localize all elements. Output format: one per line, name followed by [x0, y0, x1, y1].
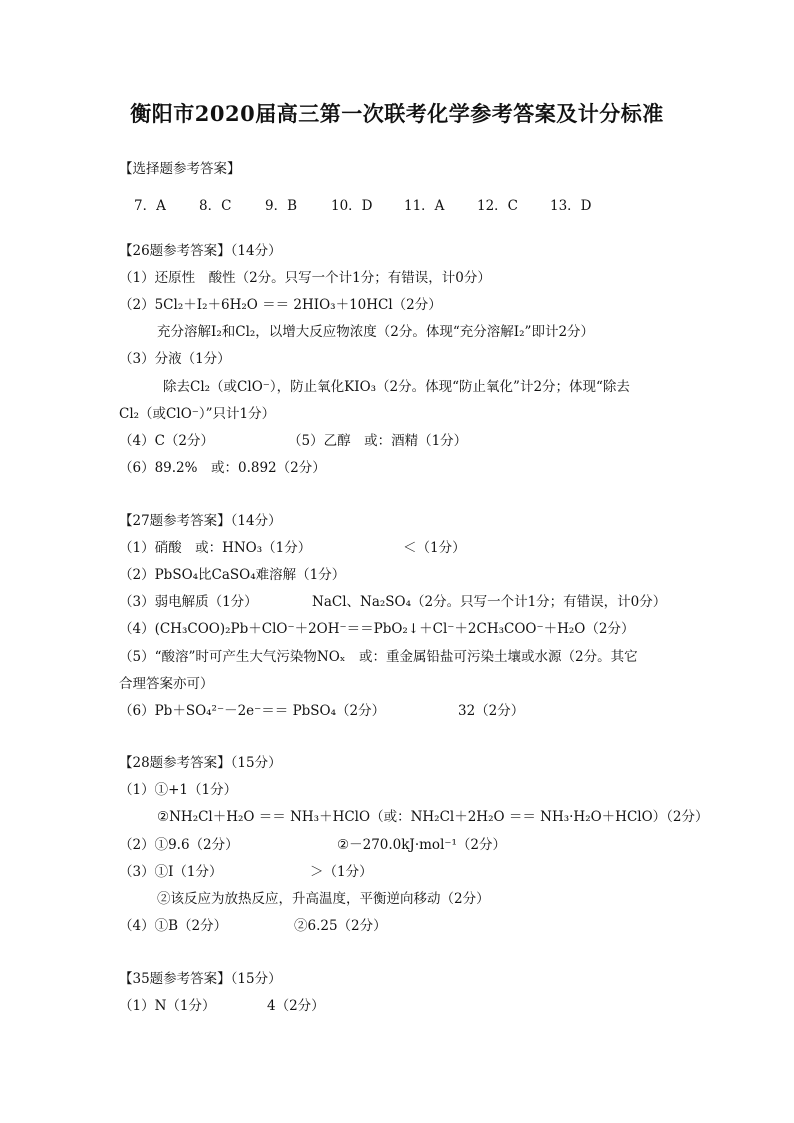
q26-line: （3）分液（1分） — [119, 351, 231, 367]
q27-line: （4）(CH₃COO)₂Pb＋ClO⁻＋2OH⁻＝＝PbO₂↓＋Cl⁻＋2CH₃COO⁻＋H₂O（2分） — [119, 621, 635, 637]
choice-answer: 7．A — [134, 198, 166, 214]
choice-answer: 10．D — [331, 198, 373, 214]
choice-answer: 9．B — [265, 198, 298, 214]
q26-header: 【26题参考答案】（14分） — [119, 243, 282, 259]
q26-line: （2）5Cl₂＋I₂＋6H₂O ＝＝ 2HIO₃＋10HCl（2分） — [119, 297, 442, 313]
q28-line: ＞（1分） — [310, 864, 373, 880]
q26-line: 除去Cl₂（或ClO⁻），防止氧化KIO₃（2分。体现“防止氧化”计2分；体现“除去 — [163, 379, 630, 395]
q28-line: ②NH₂Cl＋H₂O ＝＝ NH₃＋HClO（或：NH₂Cl＋2H₂O ＝＝ NH₃·H₂O＋HClO）（2分） — [157, 809, 709, 825]
choice-answer: 13．D — [550, 198, 592, 214]
q26-line: Cl₂（或ClO⁻）”只计1分） — [119, 406, 276, 422]
q35-line: 4（2分） — [267, 998, 325, 1014]
q28-line: ②该反应为放热反应，升高温度，平衡逆向移动（2分） — [157, 891, 490, 907]
q27-line: （2）PbSO₄比CaSO₄难溶解（1分） — [119, 567, 346, 583]
q28-line: （2）①9.6（2分） — [119, 837, 239, 853]
q28-line: （3）①Ⅰ（1分） — [119, 864, 223, 880]
q27-header: 【27题参考答案】（14分） — [119, 513, 282, 529]
q27-line: ＜（1分） — [403, 540, 466, 556]
q26-line: （5）乙醇 或：酒精（1分） — [288, 433, 468, 449]
q27-line: 32（2分） — [458, 703, 525, 719]
q28-line: （1）①+1（1分） — [119, 782, 238, 798]
q28-line: ②－270.0kJ·mol⁻¹（2分） — [337, 837, 507, 853]
q28-header: 【28题参考答案】（15分） — [119, 755, 282, 771]
q28-line: （4）①B（2分） — [119, 918, 228, 934]
choice-answer: 11．A — [404, 198, 445, 214]
q26-line: 充分溶解I₂和Cl₂，以增大反应物浓度（2分。体现“充分溶解I₂”即计2分） — [157, 324, 595, 340]
q26-line: （4）C（2分） — [119, 433, 215, 449]
q27-line: （5）“酸溶”时可产生大气污染物NOₓ 或：重金属铅盐可污染土壤或水源（2分。其它 — [119, 649, 638, 665]
q35-header: 【35题参考答案】（15分） — [119, 971, 282, 987]
choice-answer: 12．C — [477, 198, 519, 214]
q27-line: （3）弱电解质（1分） — [119, 594, 258, 610]
q27-line: （1）硝酸 或：HNO₃（1分） — [119, 540, 312, 556]
page-title: 衡阳市2020届高三第一次联考化学参考答案及计分标准 — [130, 101, 664, 126]
choice-header: 【选择题参考答案】 — [119, 161, 241, 177]
q27-line: NaCl、Na₂SO₄（2分。只写一个计1分；有错误，计0分） — [312, 594, 667, 610]
q27-line: （6）Pb＋SO₄²⁻－2e⁻＝＝ PbSO₄（2分） — [119, 703, 386, 719]
q26-line: （1）还原性 酸性（2分。只写一个计1分；有错误，计0分） — [119, 270, 491, 286]
q28-line: ②6.25（2分） — [294, 918, 387, 934]
q26-line: （6）89.2% 或：0.892（2分） — [119, 460, 326, 476]
q27-line: 合理答案亦可） — [119, 676, 214, 692]
choice-answer: 8．C — [199, 198, 232, 214]
q35-line: （1）N（1分） — [119, 998, 216, 1014]
